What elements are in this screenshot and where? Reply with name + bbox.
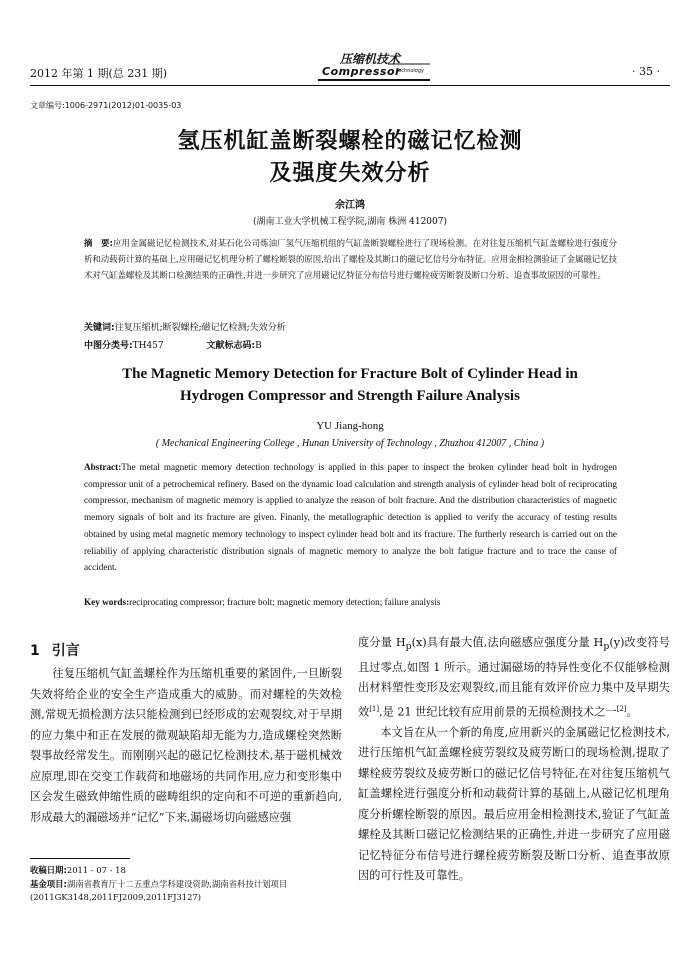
keywords-cn-label: 关键词:: [84, 323, 115, 333]
journal-issue: 2012 年第 1 期(总 231 期): [30, 67, 168, 80]
article-number: 文章编号:1006-2971(2012)01-0035-03: [30, 101, 182, 110]
classification-label: 中图分类号:: [84, 341, 133, 351]
doc-code-label: 文献标志码:: [206, 341, 256, 351]
citation-1: [1]: [369, 704, 380, 713]
abstract-en-label: Abstract:: [84, 462, 122, 472]
section-heading: [30, 640, 80, 660]
keywords-en: [84, 597, 617, 607]
title-cn-line-1: 氢压机缸盖断裂螺栓的磁记忆检测: [177, 128, 523, 154]
fund-label: 基金项目:: [30, 879, 67, 889]
author-en: YU Jiang-hong: [316, 420, 384, 432]
keywords-cn-text: 往复压缩机;断裂螺栓;磁记忆检测;失效分析: [114, 323, 286, 333]
keywords-en-label: Key words:: [84, 597, 130, 607]
logo-subtitle: Technology: [396, 68, 425, 74]
header-rule: [30, 85, 670, 86]
abstract-cn: [84, 235, 617, 284]
received-date: 2011 - 07 - 18: [66, 865, 126, 875]
body-paragraph: 往复压缩机气缸盖螺栓作为压缩机重要的紧固件,一旦断裂失效将给企业的安全生产造成重大的威胁。而对螺栓的失效检测,常规无损检测方法只能检测到已经形成的宏观裂纹,对于早期的应力集中和正在发展的微观缺陷却无能为力,造成螺栓突然断裂事故经常发生。而刚刚兴起的磁记忆检测技术,基于磁机械效应原理,即在交变工作载荷和地磁场的共同作用,应力和变形集中区会发生磁致伸缩性质的磁畴组织的定向和不可逆的重新趋向,形成最大的漏磁场并“记忆”下来,漏磁场切向磁感应强: [30, 667, 342, 824]
title-en-line-1: The Magnetic Memory Detection for Fracture Bolt of Cylinder Head in: [122, 366, 578, 382]
title-cn-line-2: 及强度失效分析: [269, 160, 431, 186]
abstract-cn-text: 应用金属磁记忆检测技术,对某石化公司炼油厂氢气压缩机组的气缸盖断裂螺栓进行了现场检测。在对往复压缩机气缸盖螺栓进行强度分析和动载荷计算的基础上,应用磁记忆机理分析了螺栓断裂的原因,给出了螺栓及其断口的磁记忆信号分布特征。应用金相检测验证了金属磁记忆技术对气缸盖螺栓及其断口检测结果的正确性,并进一步研究了应用磁记忆特征分布信号进行螺栓疲劳断裂及断口分析、追查事故原因的可靠性。: [84, 238, 617, 281]
section-title: 引言: [51, 643, 80, 659]
affiliation-cn: (湖南工业大学机械工程学院,湖南 株洲 412007): [253, 217, 447, 227]
abstract-cn-label: 摘 要:: [84, 238, 113, 248]
abstract-en-text: The metal magnetic memory detection technology is applied in this paper to inspect the broken cylinder head bolt in hydrogen compressor unit of a petrochemical refinery. Based on the dynamic load calculation and strength analysis of cylinder head bolt of reciprocating compressor, mechanism of magnetic memory is applied to analyze the reason of bolt fracture. And the distribution characteristics of magnetic memory signals of bolt and its fracture are given. Finanly, the metallographic detection is applied to verify the accuracy of testing results obtained by using metal magnetic memory technology to inspect cylinder head bolt and its fracture. The furtherly research is carried out on the reliabiliy of applying characteristic distribution signals of magnetic memory to analyze the bolt fatigue fracture and to trace the cause of accident.: [84, 462, 617, 573]
body-column-right: [358, 633, 670, 887]
logo-title-en: Compressor: [322, 65, 401, 78]
received-label: 收稿日期:: [30, 865, 67, 875]
journal-logo: [318, 50, 430, 84]
keywords-cn: [84, 320, 617, 333]
doc-code-value: B: [255, 341, 262, 351]
body-paragraph-continued: 度分量 $H_p(x)$具有最大值,法向磁感应强度分量 $H_p(y)$改变符号且过零点,如图 1 所示。通过漏磁场的特异性变化不仅能够检测出材料塑性变形及宏观裂纹,而且能有效评价应力集中及早期失效[1],是 21 世纪比较有应用前景的无损检测技术之一[2]。: [358, 636, 670, 719]
page-number: · 35 ·: [632, 65, 660, 78]
footnote-rule: [30, 858, 130, 859]
abstract-en: [84, 459, 617, 576]
section-number: 1: [30, 643, 40, 659]
body-paragraph: 本文旨在从一个新的角度,应用新兴的金属磁记忆检测技术,进行压缩机气缸盖螺栓疲劳裂纹及疲劳断口的现场检测,提取了螺栓疲劳裂纹及疲劳断口的磁记忆信号特征,在对往复压缩机气缸盖螺栓进行强度分析和动载荷计算的基础上,从磁记忆机理角度分析螺栓断裂的原因。最后应用金相检测技术,验证了气缸盖螺栓及其断口磁记忆检测结果的正确性,并进一步研究了应用磁记忆特征分布信号进行螺栓疲劳断裂及断口分析、追查事故原因的可行性及可靠性。: [358, 725, 670, 883]
affiliation-en: ( Mechanical Engineering College , Hunan University of Technology , Zhuzhou 412007 , China ): [155, 438, 545, 449]
classification-value: TH457: [132, 341, 164, 351]
body-column-left: [30, 664, 342, 828]
classification: [84, 338, 617, 351]
footnote-fund: [30, 878, 342, 904]
keywords-en-text: reciprocating compressor; fracture bolt; magnetic memory detection; failure analysis: [129, 597, 441, 607]
title-en-line-2: Hydrogen Compressor and Strength Failure Analysis: [180, 388, 520, 404]
fund-text: 湖南省教育厅十二五重点学科建设资助,湖南省科技计划项目(2011GK3148,2011FJ2009,2011FJ3127): [30, 879, 288, 902]
citation-2: [2]: [616, 704, 627, 713]
footnote-received: [30, 864, 342, 877]
logo-title-cn: 压缩机技术: [340, 52, 401, 66]
author-cn: 余江鸿: [335, 200, 365, 211]
